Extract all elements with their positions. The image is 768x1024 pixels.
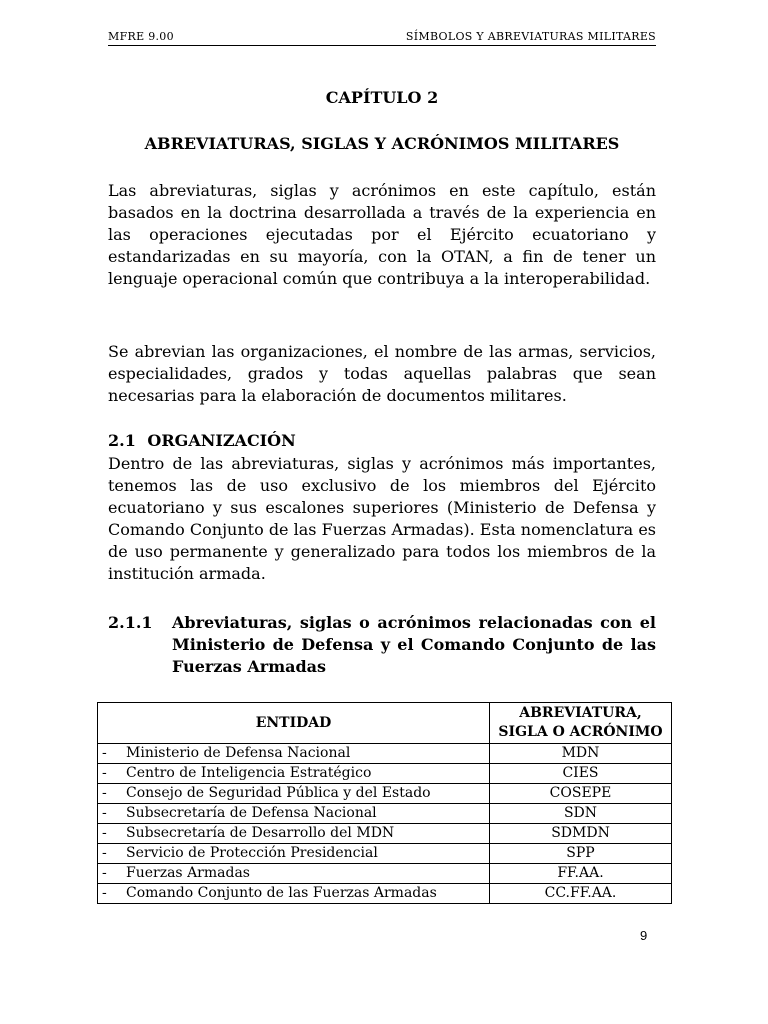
subsection-heading (108, 612, 656, 678)
subsection-title: Abreviaturas, siglas o acrónimos relacionadas con el Ministerio de Defensa y el Comando Conjunto de las Fuerzas Armadas (172, 613, 656, 676)
section-body: Dentro de las abreviaturas, siglas y acrónimos más importantes, tenemos las de uso exclusivo de los miembros del Ejército ecuatoriano y sus escalones superiores (Ministerio de Defensa y Comando Conjunto de las Fuerzas Armadas). Esta nomenclatura es de uso permanente y generalizado para todos los miembros de la institución armada. (108, 454, 656, 583)
entity-cell (98, 824, 490, 844)
intro-paragraph: Las abreviaturas, siglas y acrónimos en este capítulo, están basados en la doctrina desarrollada a través de la experiencia en las operaciones ejecutadas por el Ejército ecuatoriano y estandarizadas en su mayoría, con la OTAN, a fin de tener un lenguaje operacional común que contribuya a la interoperabilidad. (108, 181, 656, 288)
page-header (108, 30, 656, 46)
header-doc-title: SÍMBOLOS Y ABREVIATURAS MILITARES (405, 30, 656, 43)
entity-cell (98, 884, 490, 904)
chapter-label: CAPÍTULO 2 (325, 88, 439, 107)
abbreviation-cell: CC.FF.AA. (490, 884, 672, 904)
table-row (98, 804, 672, 824)
abbreviation-cell: SPP (490, 844, 672, 864)
entity-cell (98, 804, 490, 824)
abbreviations-table (97, 702, 672, 904)
entity-name: Consejo de Seguridad Pública y del Estado (126, 785, 431, 801)
row-dash: - (102, 845, 107, 861)
entity-column-header: ENTIDAD (98, 703, 490, 744)
row-dash: - (102, 765, 107, 781)
row-dash: - (102, 885, 107, 901)
abbreviation-cell: CIES (490, 764, 672, 784)
second-paragraph: Se abrevian las organizaciones, el nombre de las armas, servicios, especialidades, grados y todas aquellas palabras que sean necesarias para la elaboración de documentos militares. (108, 342, 656, 405)
row-dash: - (102, 865, 107, 881)
table-row (98, 824, 672, 844)
entity-name: Fuerzas Armadas (126, 865, 250, 881)
chapter-title: ABREVIATURAS, SIGLAS Y ACRÓNIMOS MILITARES (144, 134, 620, 153)
abbreviation-cell: MDN (490, 744, 672, 764)
abbreviation-column-header (490, 703, 672, 744)
entity-name: Ministerio de Defensa Nacional (126, 745, 351, 761)
entity-name: Comando Conjunto de las Fuerzas Armadas (126, 885, 437, 901)
abbreviation-cell: SDMDN (490, 824, 672, 844)
row-dash: - (102, 805, 107, 821)
page-number: 9 (640, 928, 648, 943)
header-doc-code: MFRE 9.00 (108, 30, 174, 43)
entity-cell (98, 844, 490, 864)
table-header-row (98, 703, 672, 744)
table-row (98, 844, 672, 864)
entity-name: Subsecretaría de Desarrollo del MDN (126, 825, 395, 841)
row-dash: - (102, 785, 107, 801)
abbreviation-cell: FF.AA. (490, 864, 672, 884)
section-title: ORGANIZACIÓN (147, 431, 296, 450)
table-row (98, 784, 672, 804)
entity-cell (98, 744, 490, 764)
entity-cell (98, 784, 490, 804)
entity-name: Centro de Inteligencia Estratégico (126, 765, 372, 781)
entity-name: Servicio de Protección Presidencial (126, 845, 378, 861)
table-row (98, 744, 672, 764)
entity-cell (98, 764, 490, 784)
abbreviation-cell: COSEPE (490, 784, 672, 804)
abbreviation-header-line2: SIGLA O ACRÓNIMO (498, 724, 663, 740)
table-row (98, 884, 672, 904)
section-heading (108, 431, 296, 450)
abbreviation-header-line1: ABREVIATURA, (519, 705, 642, 721)
entity-name: Subsecretaría de Defensa Nacional (126, 805, 377, 821)
table-row (98, 764, 672, 784)
entity-cell (98, 864, 490, 884)
subsection-number: 2.1.1 (108, 613, 153, 632)
section-number: 2.1 (108, 431, 136, 450)
row-dash: - (102, 825, 107, 841)
table-row (98, 864, 672, 884)
row-dash: - (102, 745, 107, 761)
abbreviation-cell: SDN (490, 804, 672, 824)
